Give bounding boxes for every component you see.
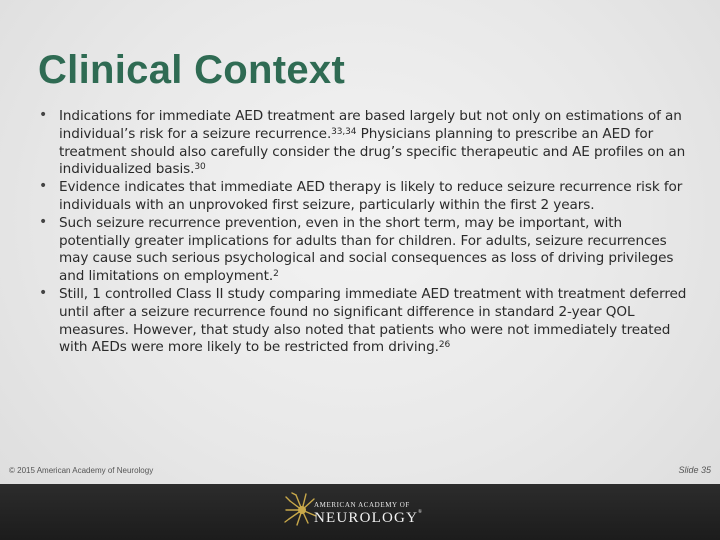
bullet-text: Such seizure recurrence prevention, even in the short term, may be important, with potentially greater implications for adults than for children. For adults, seizure recurrences may cause such serious psychological and social consequences as loss of driving privileges and limitations on employment.: [59, 214, 674, 285]
logo-wordmark: NEUROLOGY: [314, 510, 419, 526]
citation-superscript: 26: [438, 340, 451, 351]
bullet-item: [38, 286, 688, 357]
bullet-text: Physicians planning to prescribe an AED for treatment should also carefully consider the drug’s specific therapeutic and AE profiles on an individualized basis.: [59, 125, 686, 178]
bullet-text: Still, 1 controlled Class II study comparing immediate AED treatment with treatment deferred until after a seizure recurrence found no significant difference in standard 2-year QOL measures. However, that study also noted that patients who were not immediately treated with AEDs were more likely to be restricted from driving.: [59, 285, 687, 356]
copyright-text: © 2015 American Academy of Neurology: [9, 466, 154, 475]
slide-number: Slide 35: [678, 465, 711, 475]
bullet-list: [38, 108, 688, 357]
citation-superscript: 33,34: [331, 126, 357, 137]
bullet-item: [38, 215, 688, 286]
bullet-text: Evidence indicates that immediate AED therapy is likely to reduce seizure recurrence risk for individuals with an unprovoked first seizure, particularly within the first 2 years.: [59, 179, 683, 213]
bullet-item: [38, 108, 688, 179]
citation-superscript: 30: [194, 162, 206, 173]
citation-superscript: 2: [273, 269, 279, 280]
logo-main-text: [314, 510, 422, 527]
bullet-item: [38, 179, 688, 215]
slide-title: Clinical Context: [38, 48, 346, 92]
aan-logo: [284, 492, 434, 532]
logo-top-text: AMERICAN ACADEMY OF: [314, 501, 410, 509]
bullet-text: Indications for immediate AED treatment are based largely but not only on estimations of an individual’s risk for a seizure recurrence.: [59, 108, 682, 142]
logo-registered-mark: ®: [418, 510, 422, 515]
